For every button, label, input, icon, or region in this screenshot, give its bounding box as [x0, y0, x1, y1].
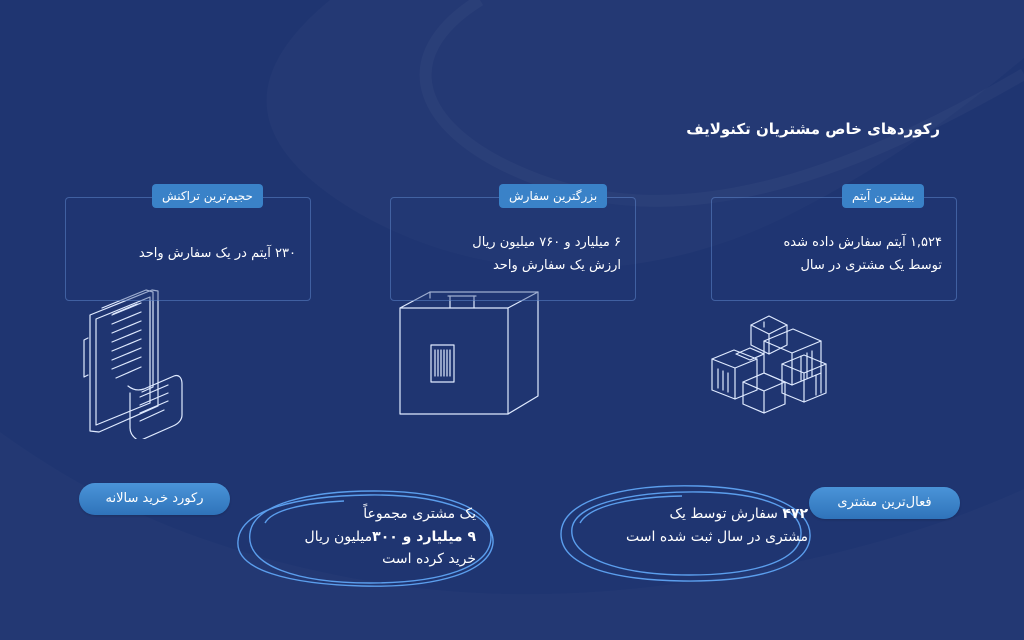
active-customer-line-1 — [570, 503, 808, 526]
annual-record-amount: ۹ میلیارد و ۳۰۰ — [372, 528, 476, 545]
most-items-line-1: ۱,۵۲۴ آیتم سفارش داده شده — [783, 235, 942, 250]
annual-record-pill: رکورد خرید سالانه — [79, 483, 230, 515]
most-items-card — [711, 189, 957, 301]
largest-order-line-1: ۶ میلیارد و ۷۶۰ میلیون ریال — [472, 235, 621, 250]
bulkiest-transaction-line-1: ۲۳۰ آیتم در یک سفارش واحد — [138, 246, 296, 261]
annual-record-text — [260, 503, 476, 571]
active-customer-text — [570, 503, 808, 548]
most-items-text — [726, 231, 942, 277]
bulkiest-transaction-card — [65, 189, 311, 301]
boxes-icon — [703, 287, 859, 424]
most-items-tag: بیشترین آیتم — [842, 184, 924, 208]
most-items-line-2: توسط یک مشتری در سال — [800, 258, 942, 274]
largest-order-card — [390, 189, 636, 301]
bulkiest-transaction-tag: حجیم‌ترین تراکنش — [152, 184, 263, 208]
active-customer-line-1-rest: سفارش توسط یک — [669, 506, 778, 522]
page-title: رکوردهای خاص مشتریان تکنولایف — [686, 120, 940, 138]
phone-receipt-icon — [72, 284, 194, 439]
annual-record-line-3: خرید کرده است — [382, 551, 476, 568]
active-customer-count: ۴۷۲ — [782, 506, 808, 522]
bulkiest-transaction-text — [80, 242, 296, 265]
active-customer-pill: فعال‌ترین مشتری — [809, 487, 960, 519]
annual-record-line-2 — [260, 526, 476, 549]
largest-order-line-2: ارزش یک سفارش واحد — [492, 258, 621, 274]
active-customer-line-2: مشتری در سال ثبت شده است — [626, 528, 808, 545]
largest-order-text — [405, 231, 621, 277]
largest-order-tag: بزرگترین سفارش — [499, 184, 607, 208]
annual-record-unit: میلیون ریال — [304, 528, 373, 545]
crate-icon — [388, 286, 546, 430]
annual-record-line-1: یک مشتری مجموعاً — [363, 506, 476, 522]
